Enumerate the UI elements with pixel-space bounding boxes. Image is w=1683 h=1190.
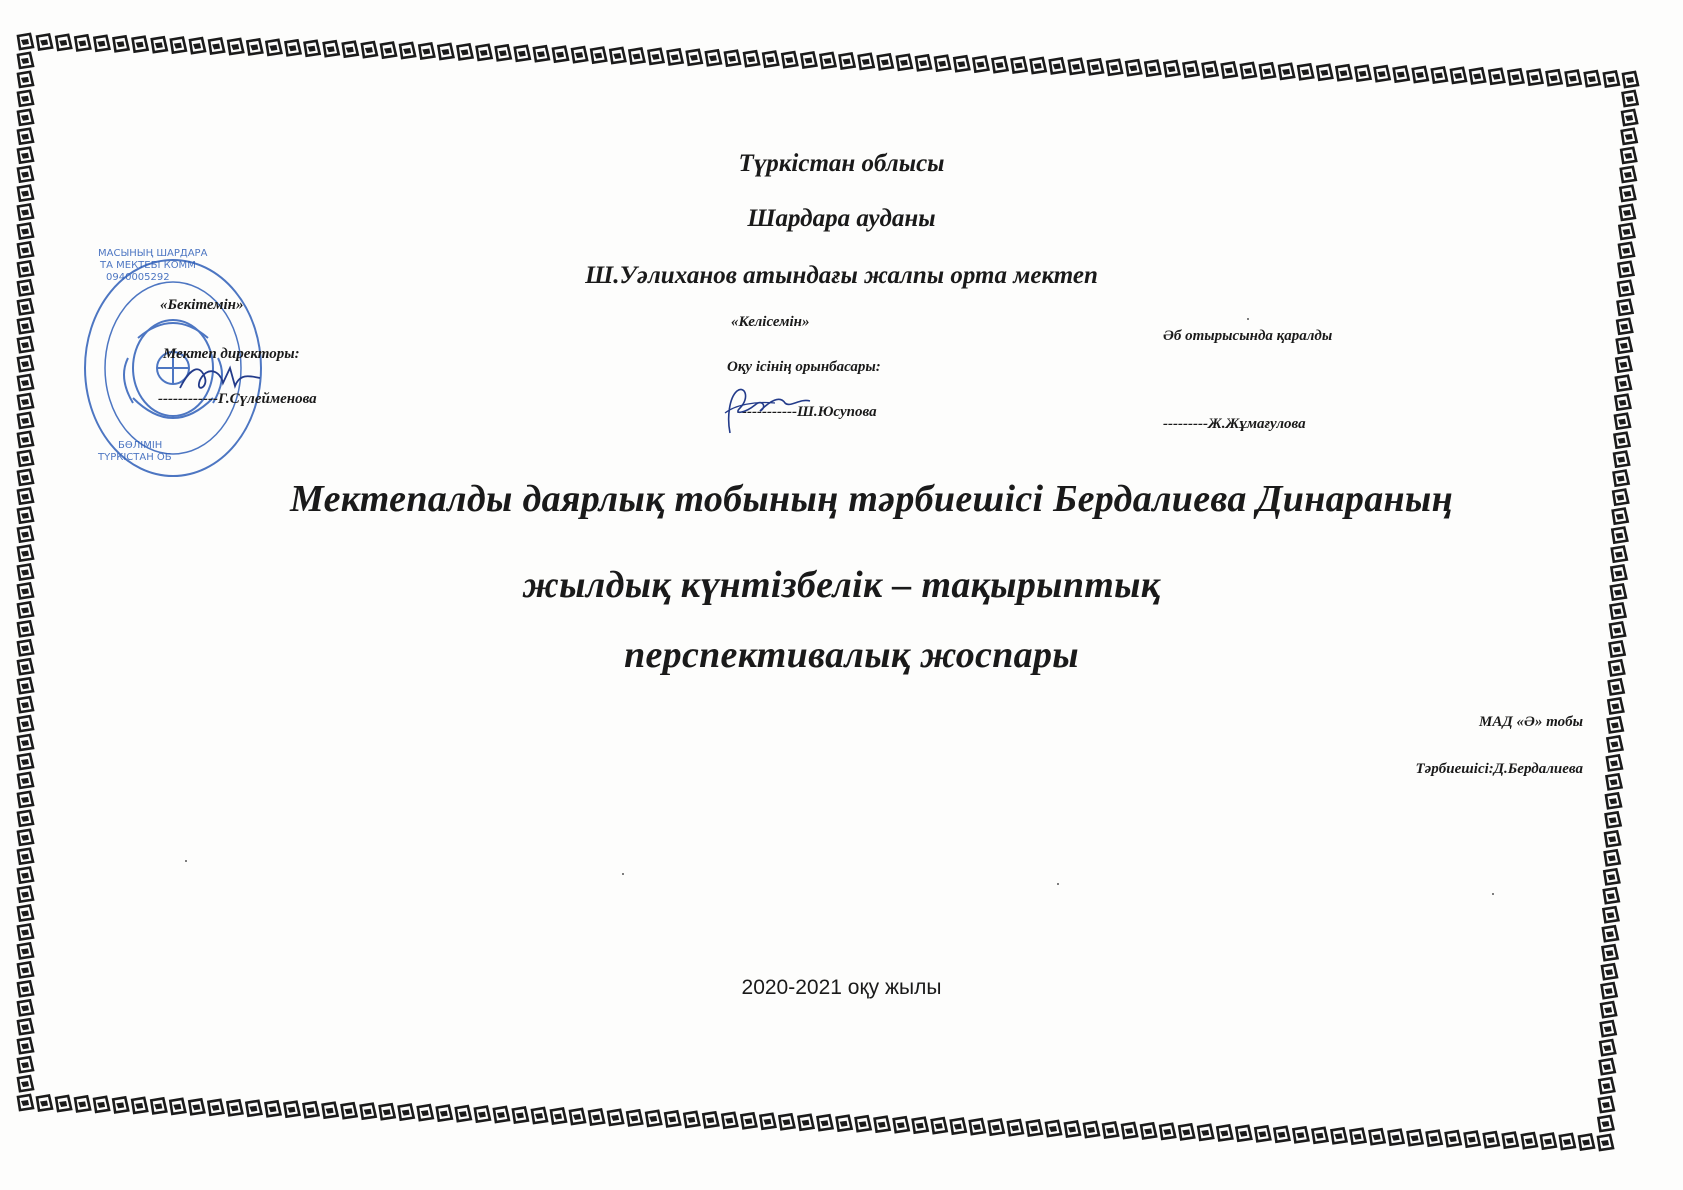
border-ornament <box>18 887 33 902</box>
border-ornament <box>1618 300 1633 315</box>
border-ornament <box>1313 1128 1328 1143</box>
border-ornament <box>1541 1134 1556 1149</box>
border-ornament <box>1069 59 1084 74</box>
border-ornament <box>1298 64 1313 79</box>
border-ornament <box>1604 72 1619 87</box>
border-ornament <box>1217 1125 1232 1140</box>
border-ornament <box>18 1000 33 1015</box>
border-ornament <box>1547 70 1562 85</box>
border-ornament <box>513 1108 528 1123</box>
border-ornament <box>1141 1123 1156 1138</box>
border-ornament <box>837 1116 852 1131</box>
border-ornament <box>1375 66 1390 81</box>
border-ornament <box>361 1104 376 1119</box>
border-ornament <box>18 1095 33 1110</box>
border-ornament <box>18 1038 33 1053</box>
border-ornament <box>1293 1127 1308 1142</box>
academic-year: 2020-2021 оқу жылы <box>741 976 942 999</box>
deputy-signature <box>715 383 815 438</box>
border-ornament <box>1617 338 1632 353</box>
border-ornament <box>1184 62 1199 77</box>
border-ornament <box>18 375 33 390</box>
border-ornament <box>1351 1129 1366 1144</box>
teacher-name: Тәрбиешісі:Д.Бердалиева <box>1415 761 1583 777</box>
border-ornament <box>1607 774 1622 789</box>
border-ornament <box>856 1116 871 1131</box>
scan-speck <box>1492 893 1494 895</box>
border-ornament <box>18 678 33 693</box>
border-ornament <box>818 1115 833 1130</box>
border-ornament <box>170 1099 185 1114</box>
border-ornament <box>1598 1135 1613 1150</box>
border-ornament <box>1600 1040 1615 1055</box>
border-ornament <box>665 1111 680 1126</box>
border-ornament <box>190 38 205 53</box>
border-ornament <box>1160 1124 1175 1139</box>
border-ornament <box>610 48 625 63</box>
border-ornament <box>646 1111 661 1126</box>
school-name: Ш.Уәлиханов атындағы жалпы орта мектеп <box>585 262 1098 289</box>
border-ornament <box>343 42 358 57</box>
border-ornament <box>706 50 721 65</box>
border-ornament <box>1084 1122 1099 1137</box>
border-ornament <box>18 242 33 257</box>
border-ornament <box>266 40 281 55</box>
border-ornament <box>1614 452 1629 467</box>
border-ornament <box>18 110 33 125</box>
svg-text:ТҮРКІСТАН ОБ: ТҮРКІСТАН ОБ <box>98 452 172 463</box>
director-signature-line: ------------Г.Сүлейменова <box>158 391 317 407</box>
border-ornament <box>400 43 415 58</box>
border-ornament <box>324 41 339 56</box>
border-ornament <box>859 54 874 69</box>
agreed-label: «Келісемін» <box>731 314 810 330</box>
border-ornament <box>1164 61 1179 76</box>
border-ornament <box>18 299 33 314</box>
approved-label: «Бекітемін» <box>160 297 244 313</box>
border-ornament <box>741 1113 756 1128</box>
border-ornament <box>1605 831 1620 846</box>
border-ornament <box>381 43 396 58</box>
border-ornament <box>1236 1126 1251 1141</box>
border-ornament <box>1623 72 1638 87</box>
border-ornament <box>551 1109 566 1124</box>
border-ornament <box>247 39 262 54</box>
border-ornament <box>18 432 33 447</box>
border-ornament <box>1616 376 1631 391</box>
border-ornament <box>494 1107 509 1122</box>
border-ornament <box>1065 1122 1080 1137</box>
border-ornament <box>1612 547 1627 562</box>
border-ornament <box>304 1102 319 1117</box>
border-ornament <box>782 52 797 67</box>
scan-speck <box>185 860 187 862</box>
border-ornament <box>323 1103 338 1118</box>
border-ornament <box>1605 850 1620 865</box>
border-ornament <box>1356 66 1371 81</box>
border-ornament <box>18 337 33 352</box>
border-ornament <box>1203 62 1218 77</box>
border-ornament <box>1489 69 1504 84</box>
border-ornament <box>951 1119 966 1134</box>
border-ornament <box>458 44 473 59</box>
border-ornament <box>1600 1059 1615 1074</box>
border-ornament <box>725 51 740 66</box>
border-ornament <box>1050 58 1065 73</box>
document-title-line-2: жылдық күнтізбелік – тақырыптық <box>522 564 1161 606</box>
border-ornament <box>18 906 33 921</box>
border-ornament <box>114 36 129 51</box>
border-ornament <box>1413 67 1428 82</box>
border-ornament <box>916 55 931 70</box>
border-ornament <box>779 1114 794 1129</box>
border-ornament <box>18 186 33 201</box>
border-ornament <box>1585 71 1600 86</box>
border-ornament <box>629 49 644 64</box>
border-ornament <box>989 1120 1004 1135</box>
border-ornament <box>935 56 950 71</box>
border-ornament <box>477 45 492 60</box>
border-ornament <box>1389 1130 1404 1145</box>
border-ornament <box>475 1107 490 1122</box>
border-ornament <box>1241 63 1256 78</box>
border-ornament <box>1470 68 1485 83</box>
border-ornament <box>266 1101 281 1116</box>
border-ornament <box>1255 1126 1270 1141</box>
border-ornament <box>1126 60 1141 75</box>
border-ornament <box>1622 129 1637 144</box>
border-ornament <box>18 318 33 333</box>
svg-text:ТА МЕКТЕБІ КОММ: ТА МЕКТЕБІ КОММ <box>100 260 196 271</box>
border-ornament <box>18 773 33 788</box>
border-ornament <box>1198 1125 1213 1140</box>
border-ornament <box>1027 1121 1042 1136</box>
border-ornament <box>75 1096 90 1111</box>
region-name: Түркістан облысы <box>738 150 945 177</box>
border-ornament <box>1484 1132 1499 1147</box>
border-ornament <box>821 53 836 68</box>
border-ornament <box>286 40 301 55</box>
border-ornament <box>1615 433 1630 448</box>
border-ornament <box>1615 395 1630 410</box>
border-ornament <box>113 1097 128 1112</box>
border-ornament <box>1179 1124 1194 1139</box>
border-ornament <box>362 42 377 57</box>
border-ornament <box>37 35 52 50</box>
border-ornament <box>1145 61 1160 76</box>
border-ornament <box>18 792 33 807</box>
border-ornament <box>534 46 549 61</box>
border-ornament <box>799 1115 814 1130</box>
border-ornament <box>152 37 167 52</box>
scan-speck <box>1057 883 1059 885</box>
border-ornament <box>1607 755 1622 770</box>
border-ornament <box>1608 717 1623 732</box>
border-ornament <box>18 849 33 864</box>
border-ornament <box>1088 59 1103 74</box>
border-ornament <box>56 1096 71 1111</box>
border-ornament <box>18 356 33 371</box>
border-ornament <box>342 1103 357 1118</box>
border-ornament <box>1031 58 1046 73</box>
border-ornament <box>1279 64 1294 79</box>
border-ornament <box>18 830 33 845</box>
border-ornament <box>438 44 453 59</box>
border-ornament <box>399 1105 414 1120</box>
border-ornament <box>1617 319 1632 334</box>
border-ornament <box>1620 186 1635 201</box>
border-ornament <box>1599 1078 1614 1093</box>
document-title-line-1: Мектепалды даярлық тобының тәрбиешісі Бердалиева Динараның <box>290 478 1453 520</box>
border-ornament <box>973 57 988 72</box>
border-ornament <box>18 129 33 144</box>
border-ornament <box>932 1118 947 1133</box>
border-ornament <box>570 1109 585 1124</box>
border-ornament <box>18 34 33 49</box>
district-name: Шардара ауданы <box>747 205 936 232</box>
border-ornament <box>1598 1116 1613 1131</box>
border-ornament <box>1615 414 1630 429</box>
border-ornament <box>18 1057 33 1072</box>
border-ornament <box>94 1097 109 1112</box>
border-ornament <box>1432 68 1447 83</box>
border-ornament <box>18 1076 33 1091</box>
border-ornament <box>18 697 33 712</box>
reviewed-signature-line: ---------Ж.Жұмағулова <box>1163 416 1306 432</box>
border-ornament <box>532 1108 547 1123</box>
border-ornament <box>94 36 109 51</box>
border-ornament <box>515 46 530 61</box>
border-ornament <box>208 1100 223 1115</box>
border-ornament <box>649 49 664 64</box>
border-ornament <box>1503 1133 1518 1148</box>
border-ornament <box>1046 1121 1061 1136</box>
border-ornament <box>1012 58 1027 73</box>
border-ornament <box>133 37 148 52</box>
border-ornament <box>1622 110 1637 125</box>
director-signature <box>175 358 265 398</box>
border-ornament <box>1616 357 1631 372</box>
border-ornament <box>18 716 33 731</box>
scan-speck <box>622 873 624 875</box>
border-ornament <box>589 1110 604 1125</box>
border-ornament <box>627 1110 642 1125</box>
border-ornament <box>1608 698 1623 713</box>
border-ornament <box>1451 68 1466 83</box>
border-ornament <box>1604 888 1619 903</box>
border-ornament <box>18 943 33 958</box>
border-ornament <box>18 735 33 750</box>
border-ornament <box>1606 812 1621 827</box>
border-ornament <box>1222 63 1237 78</box>
border-ornament <box>1394 67 1409 82</box>
border-ornament <box>591 48 606 63</box>
border-ornament <box>1408 1130 1423 1145</box>
border-ornament <box>878 54 893 69</box>
border-ornament <box>18 394 33 409</box>
border-ornament <box>18 1019 33 1034</box>
border-ornament <box>1427 1131 1442 1146</box>
border-ornament <box>1601 1002 1616 1017</box>
border-ornament <box>1446 1131 1461 1146</box>
border-ornament <box>1612 528 1627 543</box>
border-ornament <box>171 38 186 53</box>
border-ornament <box>1317 65 1332 80</box>
deputy-role: Оқу ісінің орынбасары: <box>727 359 881 375</box>
border-ornament <box>1122 1123 1137 1138</box>
border-ornament <box>1008 1120 1023 1135</box>
border-ornament <box>18 451 33 466</box>
border-ornament <box>132 1098 147 1113</box>
border-ornament <box>18 53 33 68</box>
border-ornament <box>744 51 759 66</box>
border-ornament <box>703 1112 718 1127</box>
border-ornament <box>1107 60 1122 75</box>
border-ornament <box>608 1110 623 1125</box>
border-ornament <box>553 47 568 62</box>
border-ornament <box>1603 926 1618 941</box>
border-ornament <box>840 54 855 69</box>
border-ornament <box>437 1106 452 1121</box>
border-ornament <box>1604 869 1619 884</box>
border-ornament <box>801 53 816 68</box>
border-ornament <box>18 413 33 428</box>
border-ornament <box>687 50 702 65</box>
document-title-line-3: перспективалық жоспары <box>624 634 1079 676</box>
border-ornament <box>1332 1128 1347 1143</box>
border-ornament <box>18 527 33 542</box>
border-ornament <box>419 44 434 59</box>
border-ornament <box>56 35 71 50</box>
border-ornament <box>875 1117 890 1132</box>
border-ornament <box>1260 63 1275 78</box>
border-ornament <box>1601 1021 1616 1036</box>
border-ornament <box>1606 793 1621 808</box>
border-ornament <box>1603 945 1618 960</box>
border-ornament <box>763 52 778 67</box>
border-ornament <box>18 925 33 940</box>
border-ornament <box>246 1101 261 1116</box>
border-ornament <box>18 91 33 106</box>
border-ornament <box>1370 1129 1385 1144</box>
border-ornament <box>1609 679 1624 694</box>
group-name: МАД «Ә» тобы <box>1479 714 1583 730</box>
svg-text:0940005292: 0940005292 <box>106 272 170 283</box>
svg-text:МАСЫНЫҢ ШАРДАРА: МАСЫНЫҢ ШАРДАРА <box>98 248 208 259</box>
border-ornament <box>227 1100 242 1115</box>
border-ornament <box>1603 907 1618 922</box>
deputy-signature-line: ------------Ш.Юсупова <box>737 404 877 420</box>
border-ornament <box>18 754 33 769</box>
border-ornament <box>209 39 224 54</box>
border-ornament <box>18 72 33 87</box>
border-ornament <box>1607 736 1622 751</box>
border-ornament <box>1579 1135 1594 1150</box>
border-ornament <box>1623 91 1638 106</box>
border-ornament <box>897 55 912 70</box>
border-ornament <box>456 1106 471 1121</box>
scan-speck <box>1247 318 1249 320</box>
border-ornament <box>1103 1123 1118 1138</box>
border-ornament <box>1274 1127 1289 1142</box>
border-ornament <box>913 1118 928 1133</box>
border-ornament <box>18 546 33 561</box>
border-ornament <box>1508 69 1523 84</box>
border-ornament <box>684 1112 699 1127</box>
border-ornament <box>1619 243 1634 258</box>
border-ornament <box>496 45 511 60</box>
border-ornament <box>572 47 587 62</box>
border-ornament <box>1566 71 1581 86</box>
border-ornament <box>18 868 33 883</box>
border-ornament <box>668 49 683 64</box>
border-ornament <box>1528 70 1543 85</box>
border-ornament <box>954 56 969 71</box>
svg-text:БӨЛІМІН: БӨЛІМІН <box>118 440 163 451</box>
border-ornament <box>305 41 320 56</box>
border-ornament <box>189 1099 204 1114</box>
reviewed-label: Әб отырысында қаралды <box>1163 328 1333 344</box>
border-ornament <box>1522 1133 1537 1148</box>
border-ornament <box>151 1098 166 1113</box>
border-ornament <box>970 1119 985 1134</box>
border-ornament <box>18 811 33 826</box>
border-ornament <box>1336 65 1351 80</box>
border-ornament <box>894 1117 909 1132</box>
director-role: Мектеп директоры: <box>163 346 300 362</box>
border-ornament <box>228 39 243 54</box>
border-ornament <box>418 1105 433 1120</box>
border-ornament <box>993 57 1008 72</box>
border-ornament <box>1465 1132 1480 1147</box>
border-ornament <box>1560 1134 1575 1149</box>
border-ornament <box>1599 1097 1614 1112</box>
border-ornament <box>760 1114 775 1129</box>
border-ornament <box>37 1096 52 1111</box>
border-ornament <box>75 35 90 50</box>
border-ornament <box>285 1102 300 1117</box>
border-ornament <box>722 1113 737 1128</box>
border-ornament <box>380 1104 395 1119</box>
